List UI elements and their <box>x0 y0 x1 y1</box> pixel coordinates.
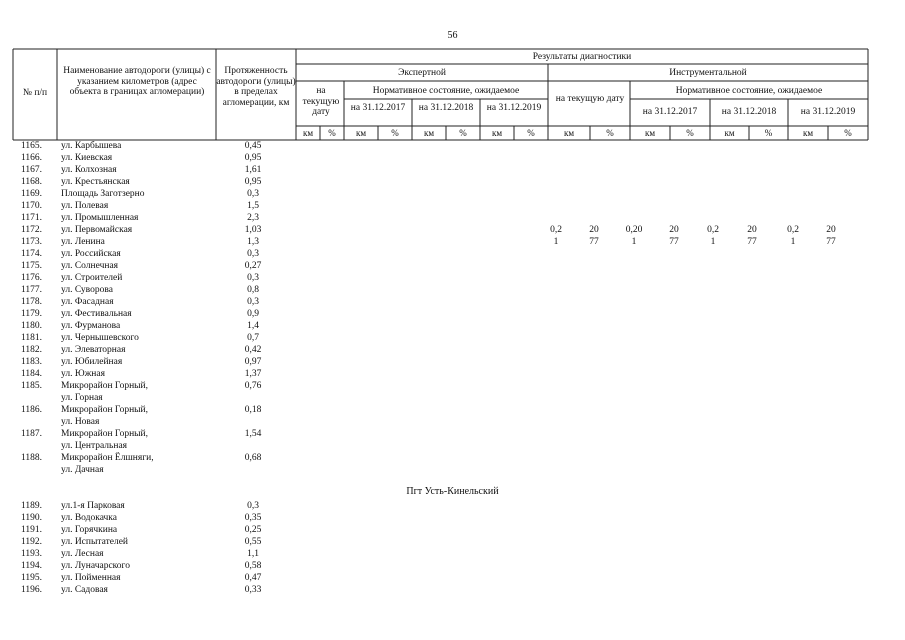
table-row <box>0 536 905 548</box>
diag-km-value: 1 <box>790 237 796 247</box>
road-name: Микрорайон Горный, <box>61 429 148 439</box>
table-row <box>0 548 905 560</box>
road-name: ул. Элеваторная <box>61 345 126 355</box>
road-length: 0,27 <box>244 261 262 271</box>
row-number: 1193. <box>21 549 43 559</box>
expert-current-header: на текущую дату <box>302 86 340 117</box>
section-title: Пгт Усть-Кинельский <box>406 486 499 497</box>
table-row <box>0 500 905 512</box>
road-name: Микрорайон Горный, <box>61 381 148 391</box>
row-number: 1181. <box>21 333 43 343</box>
expert-header: Экспертной <box>398 68 446 78</box>
road-name-line2: ул. Горная <box>61 393 103 403</box>
table-row <box>0 344 905 356</box>
diag-pct-value: 20 <box>747 225 757 235</box>
road-name: ул. Фасадная <box>61 297 114 307</box>
instr-current-header: на текущую дату <box>555 94 625 104</box>
road-length: 2,3 <box>247 213 259 223</box>
pct-header: % <box>606 128 614 138</box>
diag-km-value: 0,20 <box>625 225 643 235</box>
table-row <box>0 428 905 452</box>
km-header: км <box>355 128 367 138</box>
pct-header: % <box>328 128 336 138</box>
table-row <box>0 188 905 200</box>
table-row <box>0 296 905 308</box>
table-row <box>0 140 905 152</box>
road-length: 0,7 <box>247 333 259 343</box>
row-number: 1190. <box>21 513 43 523</box>
road-name: ул. Киевская <box>61 153 113 163</box>
road-length: 1,1 <box>247 549 259 559</box>
expert-2018-header: на 31.12.2018 <box>418 103 474 113</box>
km-header: км <box>802 128 814 138</box>
road-length: 0,18 <box>244 405 262 415</box>
road-length: 0,55 <box>244 537 262 547</box>
row-number: 1184. <box>21 369 43 379</box>
pct-header: % <box>391 128 399 138</box>
diag-km-value: 0,2 <box>550 225 562 235</box>
table-row <box>0 512 905 524</box>
road-length: 1,54 <box>244 429 262 439</box>
table-row <box>0 332 905 344</box>
table-row <box>0 404 905 428</box>
table-row <box>0 260 905 272</box>
row-number: 1180. <box>21 321 43 331</box>
road-name: ул. Испытателей <box>61 537 129 547</box>
road-length: 1,37 <box>244 369 262 379</box>
table-row <box>0 524 905 536</box>
road-length: 0,25 <box>244 525 262 535</box>
road-length: 0,95 <box>244 177 262 187</box>
road-length: 0,3 <box>247 297 259 307</box>
road-length: 0,45 <box>244 141 262 151</box>
road-name: ул. Суворова <box>61 285 113 295</box>
road-length: 1,3 <box>247 237 259 247</box>
table-row <box>0 572 905 584</box>
table-row <box>0 368 905 380</box>
table-row <box>0 176 905 188</box>
row-number: 1186. <box>21 405 43 415</box>
instr-norm-header: Нормативное состояние, ожидаемое <box>675 86 823 96</box>
road-length: 0,97 <box>244 357 262 367</box>
diag-pct-value: 77 <box>826 237 836 247</box>
table-row <box>0 212 905 224</box>
road-name: ул. Первомайская <box>61 225 133 235</box>
table-header <box>0 0 905 141</box>
diag-km-value: 1 <box>631 237 637 247</box>
row-number: 1172. <box>21 225 43 235</box>
road-name: Микрорайон Ёлшняги, <box>61 453 154 463</box>
table-row <box>0 200 905 212</box>
road-name: ул. Ленина <box>61 237 105 247</box>
row-number: 1178. <box>21 297 43 307</box>
table-row <box>0 152 905 164</box>
road-name: Площадь Заготзерно <box>61 189 145 199</box>
table-row <box>0 164 905 176</box>
instrumental-header: Инструментальной <box>669 68 747 78</box>
road-name: ул. Российская <box>61 249 121 259</box>
diag-pct-value: 77 <box>589 237 599 247</box>
road-length: 0,58 <box>244 561 262 571</box>
row-number: 1173. <box>21 237 43 247</box>
row-number: 1166. <box>21 153 43 163</box>
km-header: км <box>302 128 314 138</box>
diag-km-value: 0,2 <box>787 225 799 235</box>
col-num-header: № п/п <box>22 88 48 98</box>
road-length: 0,47 <box>244 573 262 583</box>
road-length: 0,3 <box>247 249 259 259</box>
row-number: 1179. <box>21 309 43 319</box>
road-length: 0,42 <box>244 345 262 355</box>
table-row <box>0 560 905 572</box>
km-header: км <box>644 128 656 138</box>
table-row <box>0 308 905 320</box>
row-number: 1192. <box>21 537 43 547</box>
col-length-header: Протяженность автодороги (улицы) в пределах агломерации, км <box>216 66 296 108</box>
table-row <box>0 452 905 476</box>
road-length: 0,9 <box>247 309 259 319</box>
road-name: ул. Луначарского <box>61 561 130 571</box>
road-name: ул. Промышленная <box>61 213 139 223</box>
road-name: ул. Карбышева <box>61 141 122 151</box>
km-header: км <box>563 128 575 138</box>
km-header: км <box>423 128 435 138</box>
road-length: 0,35 <box>244 513 262 523</box>
road-name: ул. Солнечная <box>61 261 119 271</box>
row-number: 1187. <box>21 429 43 439</box>
table-row <box>0 584 905 596</box>
road-name: ул. Строителей <box>61 273 123 283</box>
diag-pct-value: 77 <box>669 237 679 247</box>
road-name: ул. Садовая <box>61 585 108 595</box>
road-name-line2: ул. Центральная <box>61 441 128 451</box>
road-name: ул. Южная <box>61 369 105 379</box>
row-number: 1175. <box>21 261 43 271</box>
road-length: 0,3 <box>247 273 259 283</box>
row-number: 1188. <box>21 453 43 463</box>
row-number: 1165. <box>21 141 43 151</box>
row-number: 1169. <box>21 189 43 199</box>
road-name: ул. Лесная <box>61 549 104 559</box>
page-number: 56 <box>447 30 458 41</box>
table-row <box>0 236 905 248</box>
row-number: 1185. <box>21 381 43 391</box>
row-number: 1191. <box>21 525 43 535</box>
road-name: ул. Водокачка <box>61 513 117 523</box>
row-number: 1174. <box>21 249 43 259</box>
results-header: Результаты диагностики <box>532 52 632 62</box>
diag-pct-value: 20 <box>589 225 599 235</box>
table-row <box>0 248 905 260</box>
road-length: 1,03 <box>244 225 262 235</box>
diag-km-value: 0,2 <box>707 225 719 235</box>
row-number: 1168. <box>21 177 43 187</box>
row-number: 1177. <box>21 285 43 295</box>
road-name: ул. Фестивальная <box>61 309 132 319</box>
pct-header: % <box>686 128 694 138</box>
col-name-header: Наименование автодороги (улицы) с указанием километров (адрес объекта в границах агломерации) <box>63 66 211 97</box>
road-name-line2: ул. Новая <box>61 417 100 427</box>
road-name: ул. Фурманова <box>61 321 121 331</box>
road-length: 0,68 <box>244 453 262 463</box>
instr-2019-header: на 31.12.2019 <box>800 107 856 117</box>
instr-2018-header: на 31.12.2018 <box>721 107 777 117</box>
row-number: 1182. <box>21 345 43 355</box>
road-name: ул.1-я Парковая <box>61 501 125 511</box>
pct-header: % <box>764 128 773 138</box>
table-row <box>0 380 905 404</box>
road-name: Микрорайон Горный, <box>61 405 148 415</box>
diag-pct-value: 20 <box>826 225 836 235</box>
km-header: км <box>724 128 735 138</box>
pct-header: % <box>844 128 852 138</box>
table-row <box>0 272 905 284</box>
row-number: 1196. <box>21 585 43 595</box>
row-number: 1183. <box>21 357 43 367</box>
road-name-line2: ул. Дачная <box>61 465 104 475</box>
row-number: 1171. <box>21 213 43 223</box>
row-number: 1194. <box>21 561 43 571</box>
road-length: 1,61 <box>244 165 262 175</box>
diag-pct-value: 77 <box>747 237 757 247</box>
road-length: 0,3 <box>247 189 259 199</box>
road-name: ул. Горячкина <box>61 525 118 535</box>
road-length: 1,5 <box>247 201 259 211</box>
row-number: 1167. <box>21 165 43 175</box>
instr-2017-header: на 31.12.2017 <box>642 107 698 117</box>
road-name: ул. Полевая <box>61 201 109 211</box>
pct-header: % <box>527 128 535 138</box>
road-length: 0,76 <box>244 381 262 391</box>
road-length: 0,3 <box>247 501 259 511</box>
row-number: 1176. <box>21 273 43 283</box>
expert-norm-header: Нормативное состояние, ожидаемое <box>372 86 520 96</box>
table-row <box>0 356 905 368</box>
expert-2019-header: на 31.12.2019 <box>486 103 542 113</box>
road-name: ул. Пойменная <box>61 573 121 583</box>
road-name: ул. Крестьянская <box>61 177 130 187</box>
diag-pct-value: 20 <box>669 225 679 235</box>
pct-header: % <box>459 128 467 138</box>
table-row <box>0 320 905 332</box>
km-header: км <box>491 128 503 138</box>
road-length: 1,4 <box>247 321 259 331</box>
road-length: 0,33 <box>244 585 262 595</box>
row-number: 1195. <box>21 573 43 583</box>
road-length: 0,95 <box>244 153 262 163</box>
table-row <box>0 284 905 296</box>
road-name: ул. Юбилейная <box>61 357 123 367</box>
road-name: ул. Чернышевского <box>61 333 139 343</box>
expert-2017-header: на 31.12.2017 <box>350 103 406 113</box>
row-number: 1189. <box>21 501 43 511</box>
diag-km-value: 1 <box>710 237 716 247</box>
road-name: ул. Колхозная <box>61 165 117 175</box>
road-length: 0,8 <box>247 285 259 295</box>
table-row <box>0 224 905 236</box>
row-number: 1170. <box>21 201 43 211</box>
diag-km-value: 1 <box>553 237 559 247</box>
